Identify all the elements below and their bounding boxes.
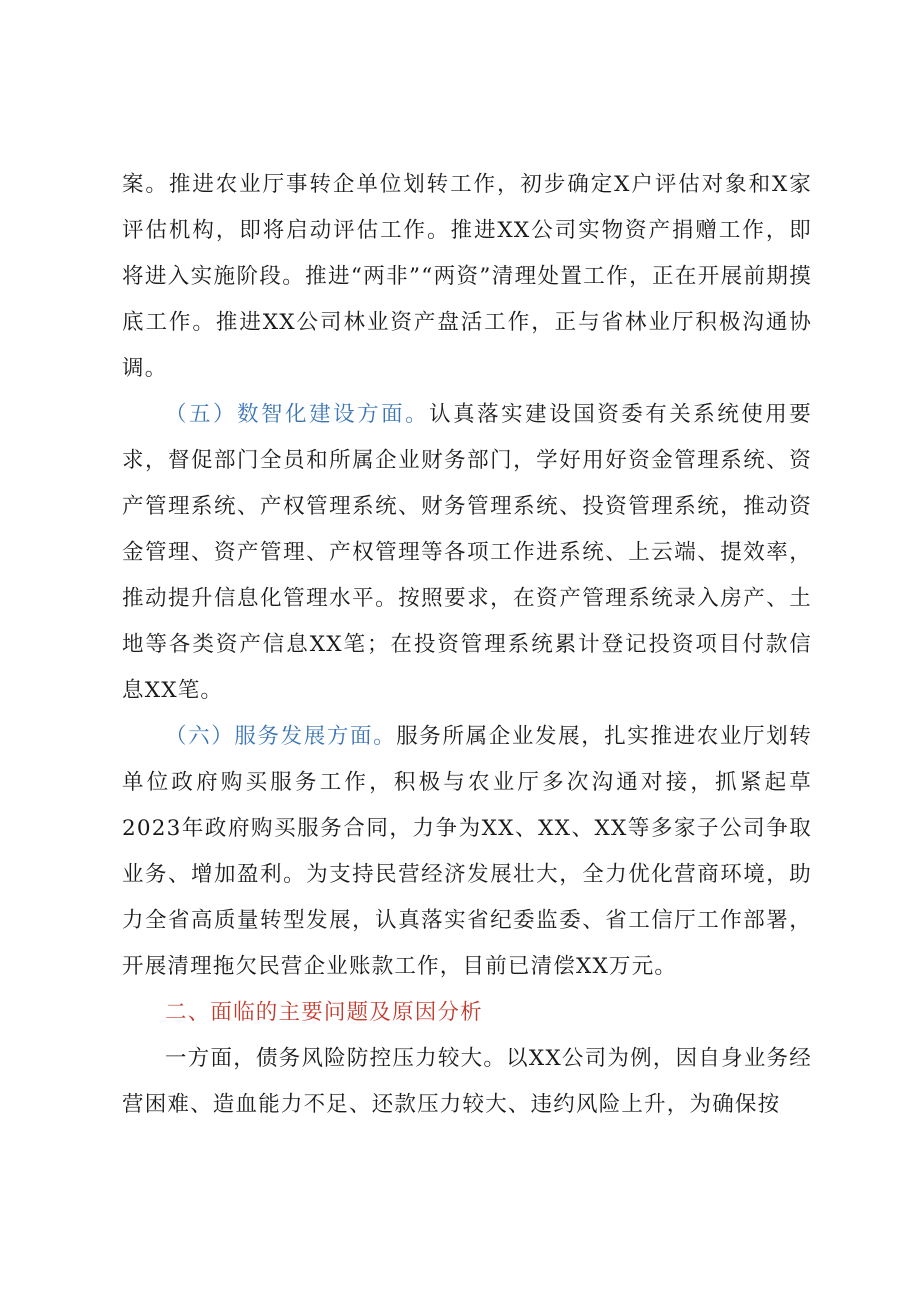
- paragraph-service-development: [122, 714, 812, 990]
- paragraph-debt-risk: 一方面，债务风险防控压力较大。以XX公司为例，因自身业务经营困难、造血能力不足、还款压力较大、违约风险上升，为确保按: [122, 1046, 812, 1117]
- subheading-service-development: （六）服务发展方面。: [165, 724, 397, 749]
- paragraph-continuation: 案。推进农业厅事转企单位划转工作，初步确定X户评估对象和X家评估机构，即将启动评估工作。推进XX公司实物资产捐赠工作，即将进入实施阶段。推进“两非”“两资”清理处置工作，正在开展前期摸底工作。推进XX公司林业资产盘活工作，正与省林业厅积极沟通协调。: [122, 172, 812, 381]
- subheading-digital-construction: （五）数智化建设方面。: [165, 402, 430, 427]
- paragraph-digital-construction-body: 认真落实建设国资委有关系统使用要求，督促部门全员和所属企业财务部门，学好用好资金管理系统、资产管理系统、产权管理系统、财务管理系统、投资管理系统，推动资金管理、资产管理、产权管理等各项工作进系统、上云端、提效率，推动提升信息化管理水平。按照要求，在资产管理系统录入房产、土地等各类资产信息XX笔；在投资管理系统累计登记投资项目付款信息XX笔。: [122, 402, 813, 703]
- paragraph-service-development-body: 服务所属企业发展，扎实推进农业厅划转单位政府购买服务工作，积极与农业厅多次沟通对接，抓紧起草2023年政府购买服务合同，力争为XX、XX、XX等多家子公司争取业务、增加盈利。为支持民营经济发展壮大，全力优化营商环境，助力全省高质量转型发展，认真落实省纪委监委、省工信厅工作部署，开展清理拖欠民营企业账款工作，目前已清偿XX万元。: [122, 724, 812, 979]
- document-page: [122, 162, 812, 1128]
- paragraph-digital-construction: [122, 392, 812, 714]
- section-heading-problems: 二、面临的主要问题及原因分析: [165, 1000, 483, 1025]
